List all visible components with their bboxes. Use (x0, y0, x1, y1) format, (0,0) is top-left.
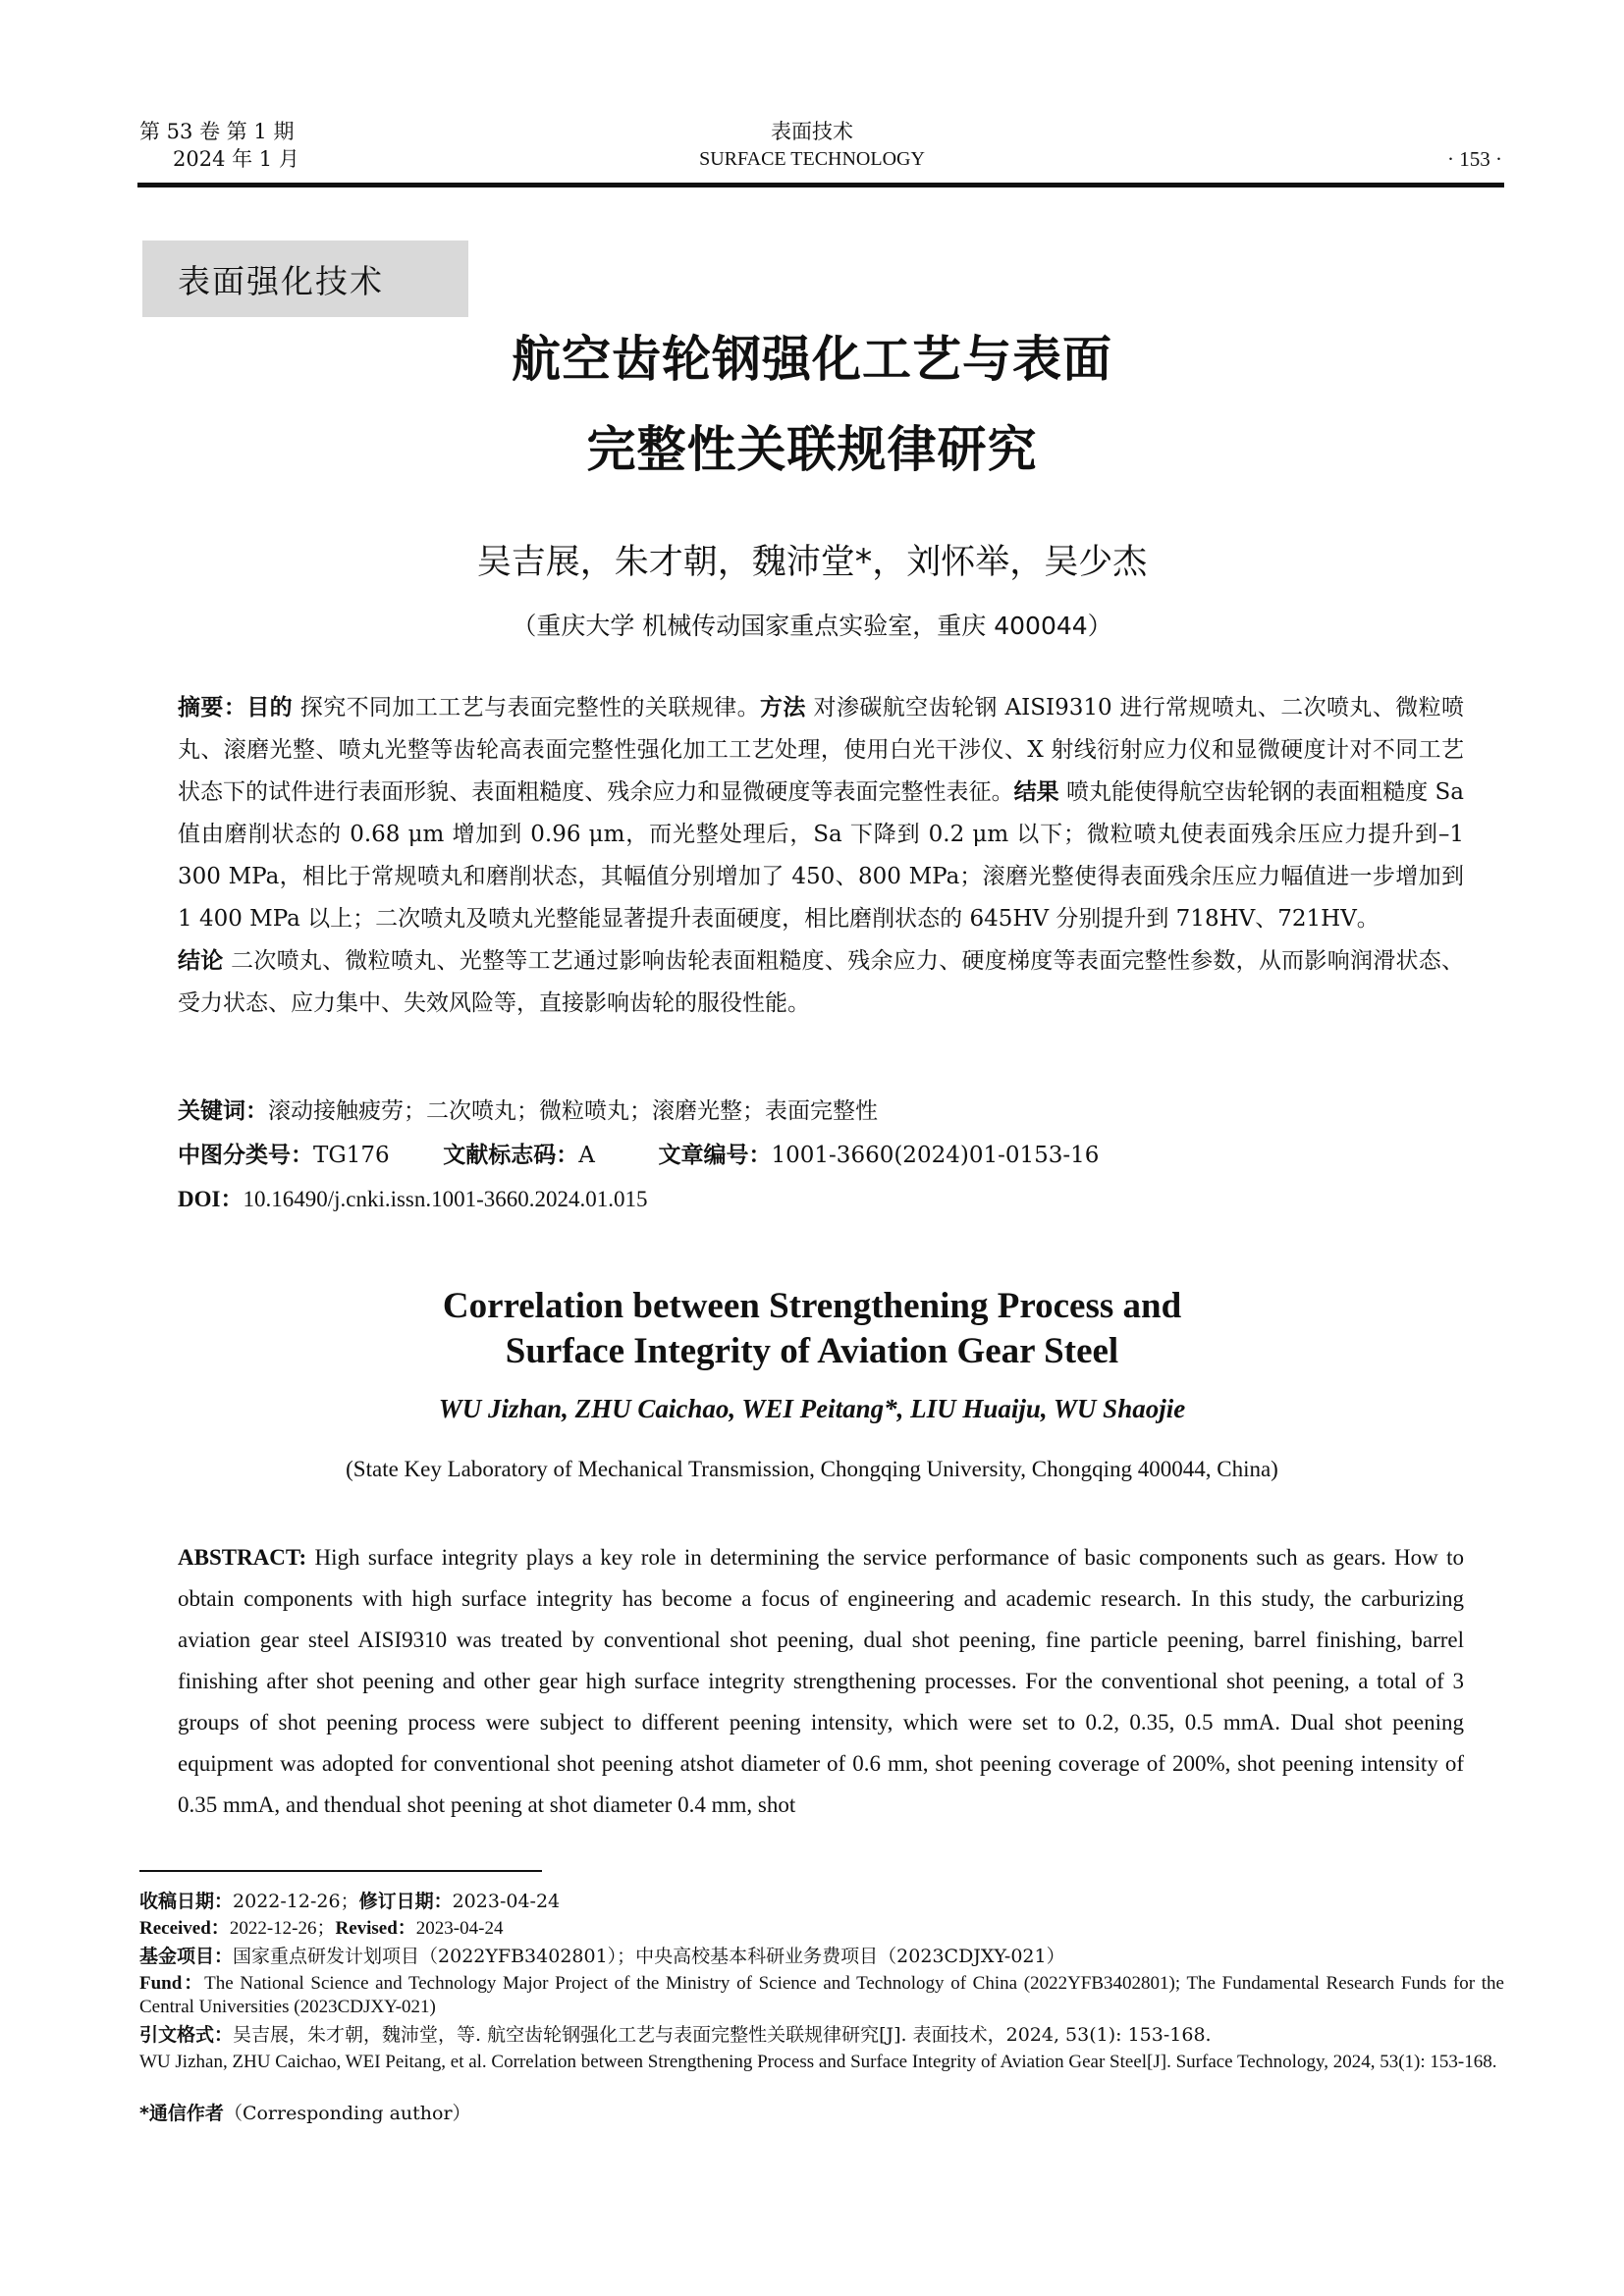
received-cn-date: 2022-12-26； (233, 1891, 359, 1912)
journal-name-en: SURFACE TECHNOLOGY (699, 148, 925, 170)
section-label: 表面强化技术 (178, 262, 384, 300)
classification-line (178, 1137, 1099, 1169)
revised-en-label: Revised： (335, 1918, 416, 1939)
affiliation-en: (State Key Laboratory of Mechanical Transmission, Chongqing University, Chongqing 400044, China) (346, 1457, 1278, 1481)
authors-cn: 吴吉展，朱才朝，魏沛堂*，刘怀举，吴少杰 (476, 543, 1148, 582)
abstract-cn-label: 摘要： (178, 695, 247, 721)
article-no-value: 1001-3660(2024)01-0153-16 (771, 1143, 1100, 1168)
conclusion-text: 二次喷丸、微粒喷丸、光整等工艺通过影响齿轮表面粗糙度、残余应力、硬度梯度等表面完整性参数，从而影响润滑状态、受力状态、应力集中、失效风险等，直接影响齿轮的服役性能。 (178, 948, 1465, 1016)
journal-name-cn: 表面技术 (771, 120, 853, 143)
title-en (295, 1284, 1329, 1374)
citation-cn-line (139, 2023, 1504, 2047)
title-en-line2: Surface Integrity of Aviation Gear Steel (505, 1331, 1119, 1371)
received-en-line (139, 1917, 1504, 1941)
clc-value: TG176 (313, 1143, 390, 1168)
header-rule (137, 183, 1504, 187)
doi-value: 10.16490/j.cnki.issn.1001-3660.2024.01.015 (243, 1187, 648, 1211)
result-label: 结果 (1013, 779, 1059, 805)
abstract-en-text: High surface integrity plays a key role in determining the service performance of basic components such as gears. How to obtain components with high surface integrity has become a focus of engineering and academic research. In this study, the carburizing aviation gear steel AISI9310 was treated by conventional shot peening, dual shot peening, fine particle peening, barrel finishing, barrel finishing after shot peening and other gear high surface integrity strengthening processes. For the conventional shot peening, a total of 3 groups of shot peening process were subject to different peening intensity, which were set to 0.2, 0.35, 0.5 mmA. Dual shot peening equipment was adopted for conventional shot peening atshot diameter of 0.6 mm, shot peening coverage of 200%, shot peening intensity of 0.35 mmA, and thendual shot peening at shot diameter 0.4 mm, shot (178, 1545, 1464, 1817)
fund-en-text: The National Science and Technology Major Project of the Ministry of Science and Technology of China (2022YFB3402801); The Fundamental Research Funds for the Central Universities (2023CDJXY-021) (139, 1973, 1504, 2017)
article-no-label: 文章编号： (658, 1143, 772, 1168)
purpose-label: 目的 (246, 695, 294, 721)
method-text: 对渗碳航空齿轮钢 AISI9310 进行常规喷丸、二次喷丸、微粒喷丸、滚磨光整、喷丸光整等齿轮高表面完整性强化加工工艺处理，使用白光干涉仪、X 射线衍射应力仪和显微硬度计对不同工艺状态下的试件进行表面形貌、表面粗糙度、残余应力和显微硬度等表面完整性表征。 (178, 695, 1465, 805)
abstract-en (178, 1537, 1464, 1826)
revised-en-date: 2023-04-24 (415, 1918, 504, 1939)
title-cn-line2: 完整性关联规律研究 (586, 421, 1038, 478)
fund-cn-line (139, 1945, 1504, 1968)
title-cn (295, 314, 1329, 495)
citation-cn-text: 吴吉展，朱才朝，魏沛堂，等. 航空齿轮钢强化工艺与表面完整性关联规律研究[J]. 表面技术，2024, 53(1): 153-168. (233, 2024, 1212, 2046)
abstract-cn (178, 687, 1464, 1025)
issue-date: 2024 年 1 月 (173, 147, 299, 171)
fund-cn-label: 基金项目： (139, 1946, 234, 1967)
volume-issue: 第 53 卷 第 1 期 (139, 120, 295, 143)
section-label-box (142, 240, 468, 317)
clc-label: 中图分类号： (178, 1143, 313, 1168)
title-cn-line1: 航空齿轮钢强化工艺与表面 (512, 331, 1112, 388)
fund-cn-text: 国家重点研发计划项目（2022YFB3402801）；中央高校基本科研业务费项目（2023CDJXY-021） (233, 1946, 1065, 1967)
title-en-line1: Correlation between Strengthening Process and (442, 1286, 1182, 1326)
corresponding-author-line (139, 2102, 1504, 2125)
abstract-en-label: ABSTRACT: (178, 1545, 307, 1570)
conclusion-label: 结论 (178, 948, 224, 974)
received-cn-label: 收稿日期： (139, 1891, 234, 1912)
keywords-label: 关键词： (178, 1098, 268, 1124)
footnote-rule (139, 1870, 542, 1872)
keywords-line (178, 1093, 878, 1125)
running-header-left (139, 118, 299, 173)
affiliation-cn: （重庆大学 机械传动国家重点实验室，重庆 400044） (512, 612, 1112, 640)
doc-code-label: 文献标志码： (443, 1143, 579, 1168)
running-header-center (616, 118, 1008, 173)
fund-en-label: Fund： (139, 1973, 205, 1994)
doi-line (178, 1181, 648, 1213)
doi-label: DOI： (178, 1187, 244, 1211)
received-cn-line (139, 1890, 1504, 1913)
citation-en-line: WU Jizhan, ZHU Caichao, WEI Peitang, et al. Correlation between Strengthening Process and Surface Integrity of Aviation Gear Steel[J]. Surface Technology, 2024, 53(1): 153-168. (139, 2052, 1497, 2072)
fund-en-line (139, 1972, 1504, 2019)
citation-cn-label: 引文格式： (139, 2024, 234, 2046)
received-en-label: Received： (139, 1918, 230, 1939)
result-text: 喷丸能使得航空齿轮钢的表面粗糙度 Sa 值由磨削状态的 0.68 μm 增加到 0.96 μm，而光整处理后，Sa 下降到 0.2 μm 以下；微粒喷丸使表面残余压应力提升到–1 300 MPa，相比于常规喷丸和磨削状态，其幅值分别增加了 450、800 MPa；滚磨光整使得表面残余压应力幅值进一步增加到 1 400 MPa 以上；二次喷丸及喷丸光整能显著提升表面硬度，相比磨削状态的 645HV 分别提升到 718HV、721HV。 (178, 779, 1465, 932)
corresponding-label: *通信作者 (139, 2103, 224, 2124)
page-number: · 153 · (1447, 147, 1502, 171)
authors-en: WU Jizhan, ZHU Caichao, WEI Peitang*, LIU Huaiju, WU Shaojie (438, 1394, 1186, 1423)
purpose-text: 探究不同加工工艺与表面完整性的关联规律。 (299, 695, 760, 721)
keywords-value: 滚动接触疲劳；二次喷丸；微粒喷丸；滚磨光整；表面完整性 (268, 1098, 878, 1124)
received-en-date: 2022-12-26； (229, 1918, 336, 1939)
doc-code-value: A (578, 1143, 595, 1168)
corresponding-text: （Corresponding author） (223, 2103, 471, 2124)
revised-cn-date: 2023-04-24 (452, 1891, 561, 1912)
revised-cn-label: 修订日期： (358, 1891, 453, 1912)
method-label: 方法 (759, 695, 806, 721)
